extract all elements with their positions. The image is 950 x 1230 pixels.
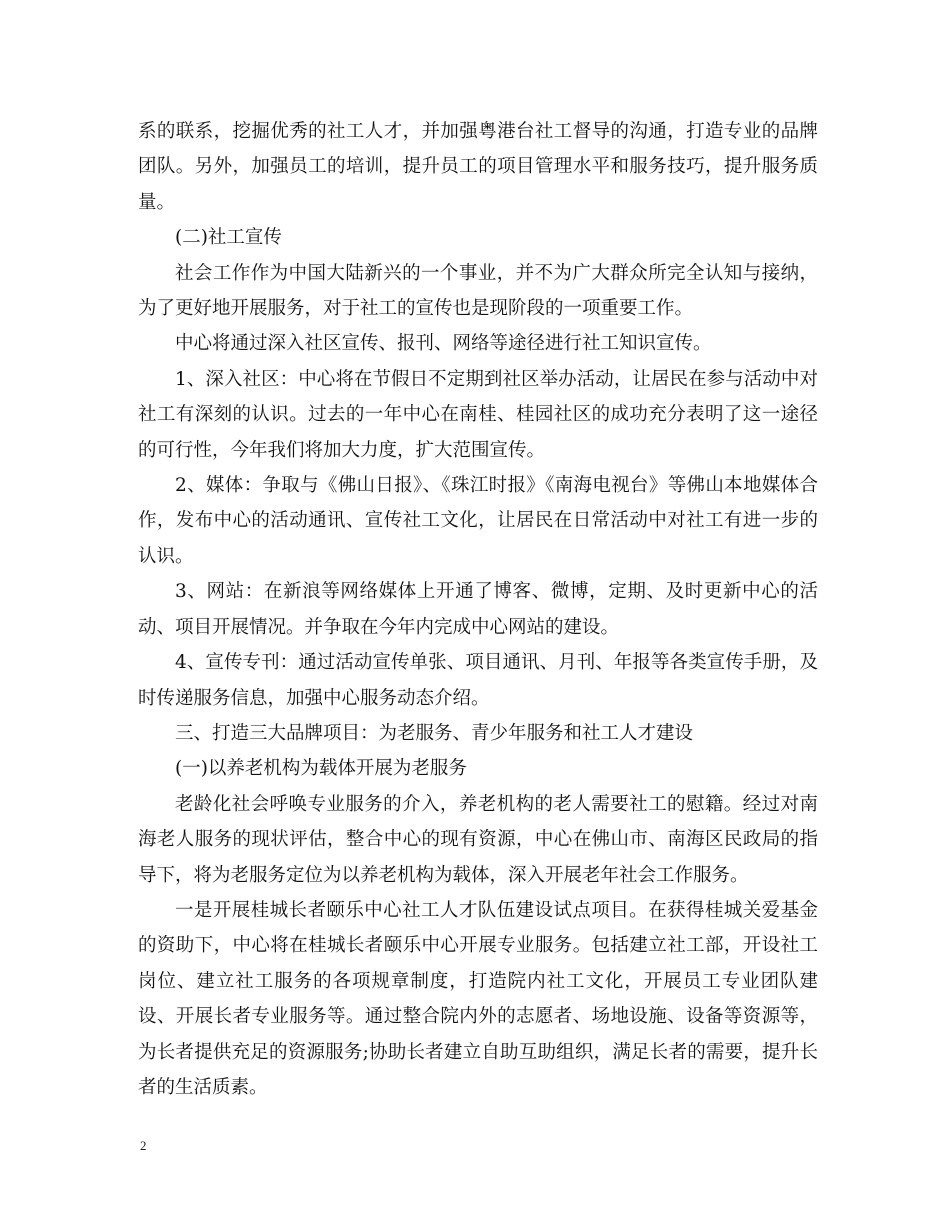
section-heading: 三、打造三大品牌项目：为老服务、青少年服务和社工人才建设 (175, 722, 694, 744)
paragraph: 社会工作作为中国大陆新兴的一个事业，并不为广大群众所完全认知与接纳，为了更好地开展服务，对于社工的宣传也是现阶段的一项重要工作。 (138, 262, 818, 320)
list-item: 1、深入社区：中心将在节假日不定期到社区举办活动，让居民在参与活动中对社工有深刻的认识。过去的一年中心在南桂、桂园社区的成功充分表明了这一途径的可行性，今年我们将加大力度，扩大范围宣传。 (138, 368, 818, 461)
list-item: 4、宣传专刊：通过活动宣传单张、项目通讯、月刊、年报等各类宣传手册，及时传递服务信息，加强中心服务动态介绍。 (138, 652, 818, 709)
paragraph: 中心将通过深入社区宣传、报刊、网络等途径进行社工知识宣传。 (175, 333, 712, 355)
page-number: 2 (140, 1138, 147, 1153)
subsection-heading: (一)以养老机构为载体开展为老服务 (175, 758, 467, 780)
document-body (138, 114, 818, 1105)
list-item: 3、网站：在新浪等网络媒体上开通了博客、微博，定期、及时更新中心的活动、项目开展情况。并争取在今年内完成中心网站的建设。 (138, 581, 818, 638)
list-item: 2、媒体：争取与《佛山日报》、《珠江时报》《南海电视台》等佛山本地媒体合作，发布中心的活动通讯、宣传社工文化，让居民在日常活动中对社工有进一步的认识。 (138, 475, 818, 567)
paragraph: 一是开展桂城长者颐乐中心社工人才队伍建设试点项目。在获得桂城关爱基金的资助下，中心将在桂城长者颐乐中心开展专业服务。包括建立社工部，开设社工岗位、建立社工服务的各项规章制度，打造院内社工文化，开展员工专业团队建设、开展长者专业服务等。通过整合院内外的志愿者、场地设施、设备等资源等，为长者提供充足的资源服务;协助长者建立自助互助组织，满足长者的需要，提升长者的生活质素。 (138, 899, 818, 1098)
paragraph: 老龄化社会呼唤专业服务的介入，养老机构的老人需要社工的慰籍。经过对南海老人服务的现状评估，整合中心的现有资源，中心在佛山市、南海区民政局的指导下，将为老服务定位为以养老机构为载体，深入开展老年社会工作服务。 (138, 793, 818, 886)
paragraph: 系的联系，挖掘优秀的社工人才，并加强粤港台社工督导的沟通，打造专业的品牌团队。另外，加强员工的培训，提升员工的项目管理水平和服务技巧，提升服务质量。 (138, 121, 818, 213)
section-heading: (二)社工宣传 (175, 227, 282, 249)
